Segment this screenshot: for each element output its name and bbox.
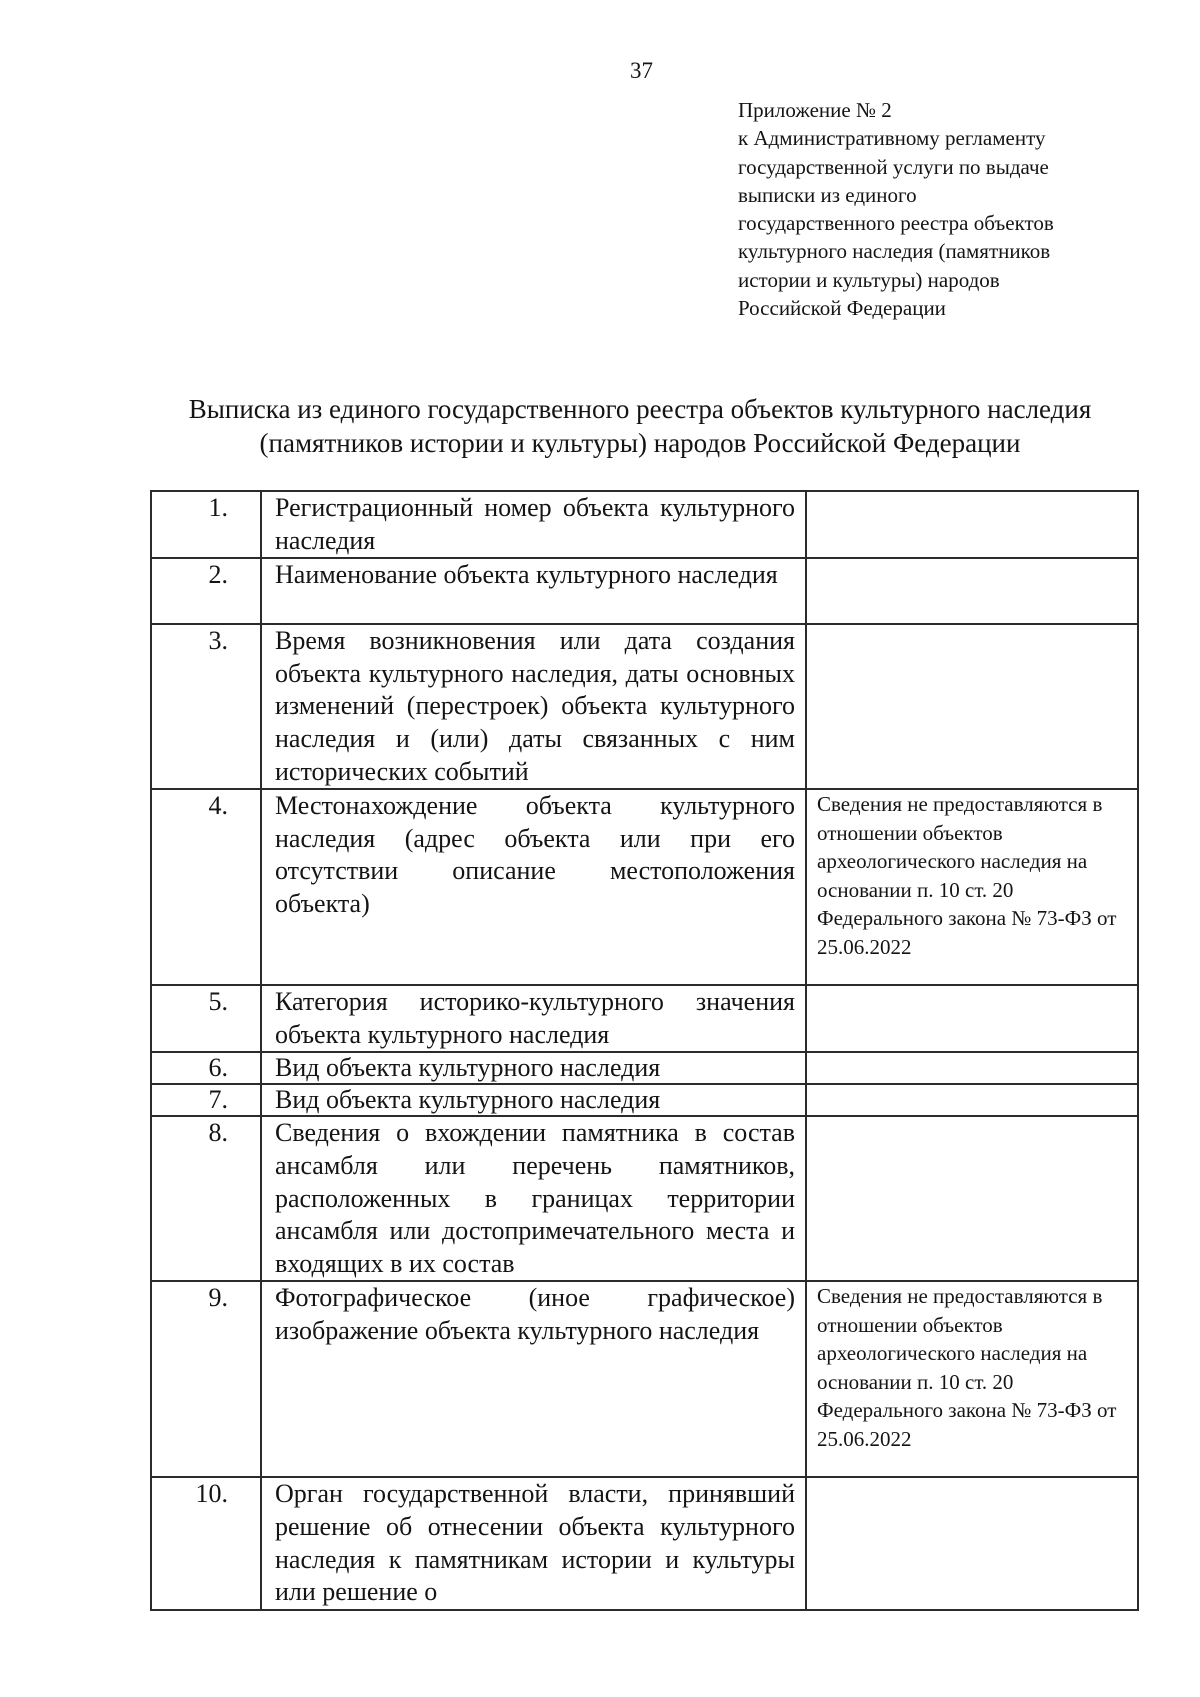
table-row: [151, 1052, 1138, 1084]
field-name: Фотографическое (иное графическое) изображение объекта культурного наследия: [261, 1281, 806, 1477]
row-number: 1.: [151, 491, 261, 558]
table-row: [151, 789, 1138, 985]
row-number: 6.: [151, 1052, 261, 1084]
annex-header: [738, 96, 1158, 322]
annex-line: культурного наследия (памятников: [738, 239, 1051, 264]
row-number: 5.: [151, 985, 261, 1052]
annex-line: к Административному регламенту: [738, 126, 1046, 151]
annex-line: государственного реестра объектов: [738, 211, 1054, 236]
row-number: 3.: [151, 624, 261, 789]
field-value: [806, 1052, 1138, 1084]
field-note: Сведения не предоставляются в отношении объектов археологического наследия на основании п. 10 ст. 20 Федерального закона № 73-ФЗ от 25.06.2022: [806, 1281, 1138, 1477]
field-value: [806, 985, 1138, 1052]
row-number: 4.: [151, 789, 261, 985]
annex-line: Российской Федерации: [738, 296, 946, 321]
annex-line: государственной услуги по выдаче: [738, 154, 1049, 179]
annex-line: Приложение № 2: [738, 98, 892, 122]
row-number: 2.: [151, 558, 261, 624]
row-number: 10.: [151, 1477, 261, 1610]
field-value: [806, 1084, 1138, 1116]
field-name: Наименование объекта культурного наследия: [261, 558, 806, 624]
field-name: Местонахождение объекта культурного наследия (адрес объекта или при его отсутствии описание местоположения объекта): [261, 789, 806, 985]
field-name: Вид объекта культурного наследия: [261, 1052, 806, 1084]
document-title-line: Выписка из единого государственного реестра объектов культурного наследия: [188, 394, 1092, 424]
field-name: Сведения о вхождении памятника в состав ансамбля или перечень памятников, расположенных в границах территории ансамбля или достопримечательного места и входящих в их состав: [261, 1116, 806, 1281]
field-name: Вид объекта культурного наследия: [261, 1084, 806, 1116]
field-name: Регистрационный номер объекта культурного наследия: [261, 491, 806, 558]
annex-line: выписки из единого: [738, 182, 917, 207]
field-name-text: Орган государственной власти, принявший решение об отнесении объекта культурного наследия к памятникам истории и культуры или решение о: [275, 1479, 795, 1607]
table-row: [151, 624, 1138, 789]
table-row: [151, 985, 1138, 1052]
field-name: Время возникновения или дата создания объекта культурного наследия, даты основных изменений (перестроек) объекта культурного наследия и (или) даты связанных с ним исторических событий: [261, 624, 806, 789]
table-row: [151, 1116, 1138, 1281]
row-number: 8.: [151, 1116, 261, 1281]
page-number: 37: [630, 58, 653, 83]
field-value: [806, 491, 1138, 558]
table-row: [151, 491, 1138, 558]
field-name: [261, 1477, 806, 1610]
registry-extract-table: [150, 490, 1139, 1611]
document-title: [100, 392, 1180, 460]
row-number: 7.: [151, 1084, 261, 1116]
field-value: [806, 1116, 1138, 1281]
document-title-line: (памятников истории и культуры) народов Российской Федерации: [259, 428, 1021, 458]
field-value: [806, 624, 1138, 789]
table-row: [151, 1084, 1138, 1116]
field-name: Категория историко-культурного значения объекта культурного наследия: [261, 985, 806, 1052]
field-value: [806, 558, 1138, 624]
field-note: Сведения не предоставляются в отношении объектов археологического наследия на основании п. 10 ст. 20 Федерального закона № 73-ФЗ от 25.06.2022: [806, 789, 1138, 985]
table-row: [151, 1281, 1138, 1477]
field-value: [806, 1477, 1138, 1610]
table-row: [151, 1477, 1138, 1610]
table-row: [151, 558, 1138, 624]
row-number: 9.: [151, 1281, 261, 1477]
annex-line: истории и культуры) народов: [738, 267, 1000, 292]
